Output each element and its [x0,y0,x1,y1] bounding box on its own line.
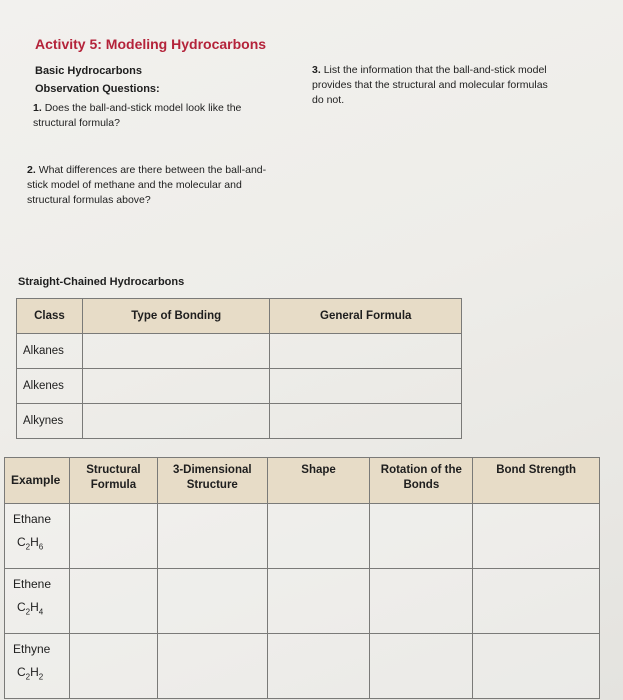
question-1-text: Does the ball-and-stick model look like the structural formula? [33,102,242,129]
question-2 [27,163,272,208]
question-2-number: 2. [27,164,36,176]
blank-cell[interactable] [82,369,270,404]
question-3-number: 3. [312,64,321,76]
table-row [5,504,600,569]
molecular-formula: $C_2H_2$ [17,665,44,682]
blank-cell[interactable] [270,369,462,404]
header-structural-formula: Structural Formula [69,458,157,504]
blank-cell[interactable] [270,334,462,369]
blank-cell[interactable] [69,569,157,634]
blank-cell[interactable] [82,404,270,439]
example-name: Ethene [13,577,52,591]
blank-cell[interactable] [157,634,267,699]
observation-questions-heading: Observation Questions: [35,83,160,95]
blank-cell[interactable] [370,569,473,634]
table-row [17,404,462,439]
example-name: Ethyne [13,642,51,656]
blank-cell[interactable] [473,634,600,699]
question-3 [312,63,560,108]
activity-title: Activity 5: Modeling Hydrocarbons [35,36,267,52]
header-bond-strength: Bond Strength [473,458,600,504]
blank-cell[interactable] [69,504,157,569]
blank-cell[interactable] [370,504,473,569]
straight-chained-heading: Straight-Chained Hydrocarbons [18,276,185,288]
header-example: Example [5,458,70,504]
examples-table-header [5,458,600,504]
row-label-alkynes: Alkynes [17,404,83,439]
table-row [17,334,462,369]
table-row [17,369,462,404]
molecular-formula: $C_2H_4$ [17,600,44,617]
question-1 [33,101,283,131]
basic-hydrocarbons-heading: Basic Hydrocarbons [35,65,142,77]
header-shape: Shape [267,458,370,504]
examples-table [4,457,600,699]
blank-cell[interactable] [473,569,600,634]
blank-cell[interactable] [267,504,370,569]
header-class: Class [17,299,83,334]
classes-table [16,298,462,439]
row-label-alkanes: Alkanes [17,334,83,369]
example-cell-ethane [5,504,70,569]
example-name: Ethane [13,512,52,526]
blank-cell[interactable] [267,634,370,699]
blank-cell[interactable] [157,504,267,569]
blank-cell[interactable] [473,504,600,569]
blank-cell[interactable] [69,634,157,699]
molecular-formula: $C_2H_6$ [17,535,44,552]
example-cell-ethene [5,569,70,634]
header-3d-structure: 3-Dimensional Structure [157,458,267,504]
blank-cell[interactable] [370,634,473,699]
question-2-text: What differences are there between the ball-and-stick model of methane and the molecular and structural formulas above? [27,164,267,206]
question-1-number: 1. [33,102,42,114]
header-rotation-of-bonds: Rotation of the Bonds [370,458,473,504]
blank-cell[interactable] [157,569,267,634]
table-row [5,634,600,699]
header-general-formula: General Formula [270,299,462,334]
question-3-text: List the information that the ball-and-stick model provides that the structural and molecular formulas do not. [312,64,548,106]
example-cell-ethyne [5,634,70,699]
blank-cell[interactable] [270,404,462,439]
blank-cell[interactable] [267,569,370,634]
table-row [5,569,600,634]
header-type-of-bonding: Type of Bonding [82,299,270,334]
row-label-alkenes: Alkenes [17,369,83,404]
classes-table-header [17,299,462,334]
blank-cell[interactable] [82,334,270,369]
